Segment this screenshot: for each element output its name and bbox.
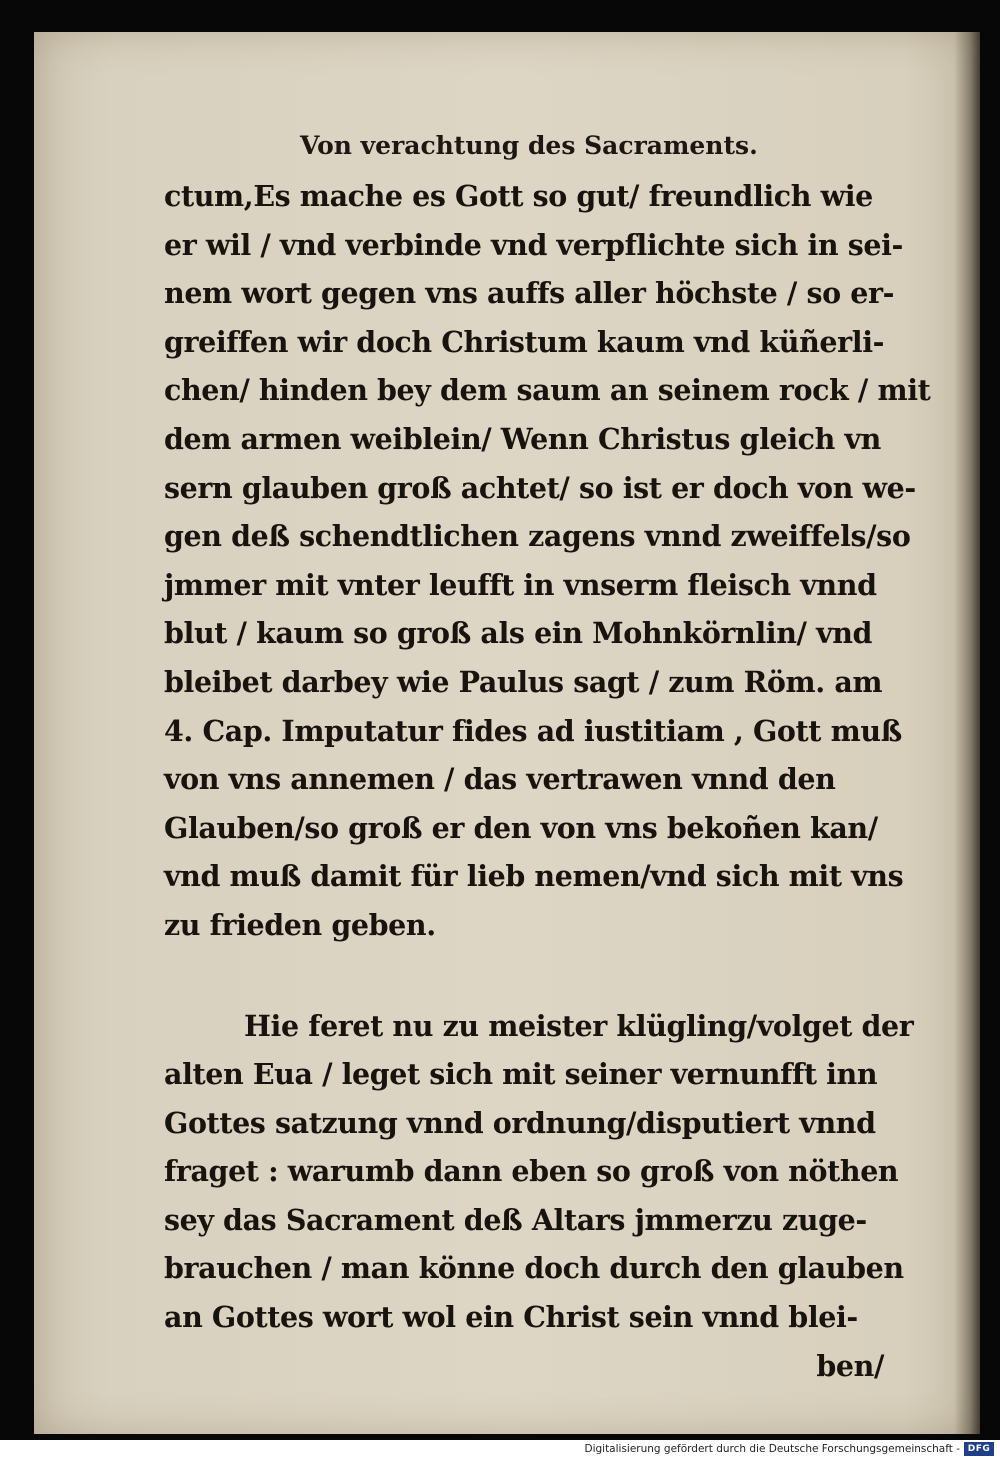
text-line: Gottes satzung vnnd ordnung/disputiert vnnd [164, 1105, 876, 1140]
paragraph-gap [164, 950, 884, 1002]
text-line: blut / kaum so groß als ein Mohnkörnlin/ vnd [164, 616, 873, 651]
page-gutter-shadow [954, 32, 980, 1434]
text-line: von vns annemen / das vertrawen vnnd den [164, 762, 836, 797]
text-line: sey das Sacrament deß Altars jmmerzu zuge- [164, 1202, 867, 1237]
text-line: 4. Cap. Imputatur fides ad iustitiam , Gott muß [164, 713, 902, 748]
running-head: Von verachtung des Sacraments. [300, 131, 758, 160]
text-line: sern glauben groß achtet/ so ist er doch von we- [164, 470, 916, 505]
text-line: fraget : warumb dann eben so groß von nöthen [164, 1154, 899, 1189]
text-line: gen deß schendtlichen zagens vnnd zweiffels/so [164, 519, 911, 554]
text-line: jmmer mit vnter leufft in vnserm fleisch vnnd [164, 567, 877, 602]
paragraph-2 [164, 1002, 914, 1391]
dfg-logo-icon: DFG [964, 1442, 994, 1456]
text-line: an Gottes wort wol ein Christ sein vnnd blei- [164, 1300, 858, 1335]
paragraph-1 [164, 172, 931, 950]
text-line: alten Eua / leget sich mit seiner vernunfft inn [164, 1057, 878, 1092]
text-line: bleibet darbey wie Paulus sagt / zum Röm. am [164, 664, 883, 699]
text-line: dem armen weiblein/ Wenn Christus gleich vn [164, 421, 881, 456]
catchword: ben/ [816, 1348, 884, 1383]
text-line: zu frieden geben. [164, 907, 436, 942]
text-line: vnd muß damit für lieb nemen/vnd sich mit vns [164, 859, 904, 894]
text-line: ctum,Es mache es Gott so gut/ freundlich wie [164, 179, 873, 213]
text-line: er wil / vnd verbinde vnd verpflichte sich in sei- [164, 227, 903, 262]
text-line: Hie feret nu zu meister klügling/volget der [244, 1008, 914, 1043]
text-line: nem wort gegen vns auffs aller höchste / so er- [164, 276, 895, 311]
text-line: brauchen / man könne doch durch den glauben [164, 1251, 904, 1286]
body-text [164, 172, 931, 1390]
text-line: greiffen wir doch Christum kaum vnd küñerli- [164, 324, 885, 359]
footer-credit: Digitalisierung gefördert durch die Deutsche Forschungsgemeinschaft - [584, 1443, 960, 1455]
text-line: chen/ hinden bey dem saum an seinem rock / mit [164, 373, 931, 408]
text-line: Glauben/so groß er den von vns bekoñen kan/ [164, 810, 878, 845]
